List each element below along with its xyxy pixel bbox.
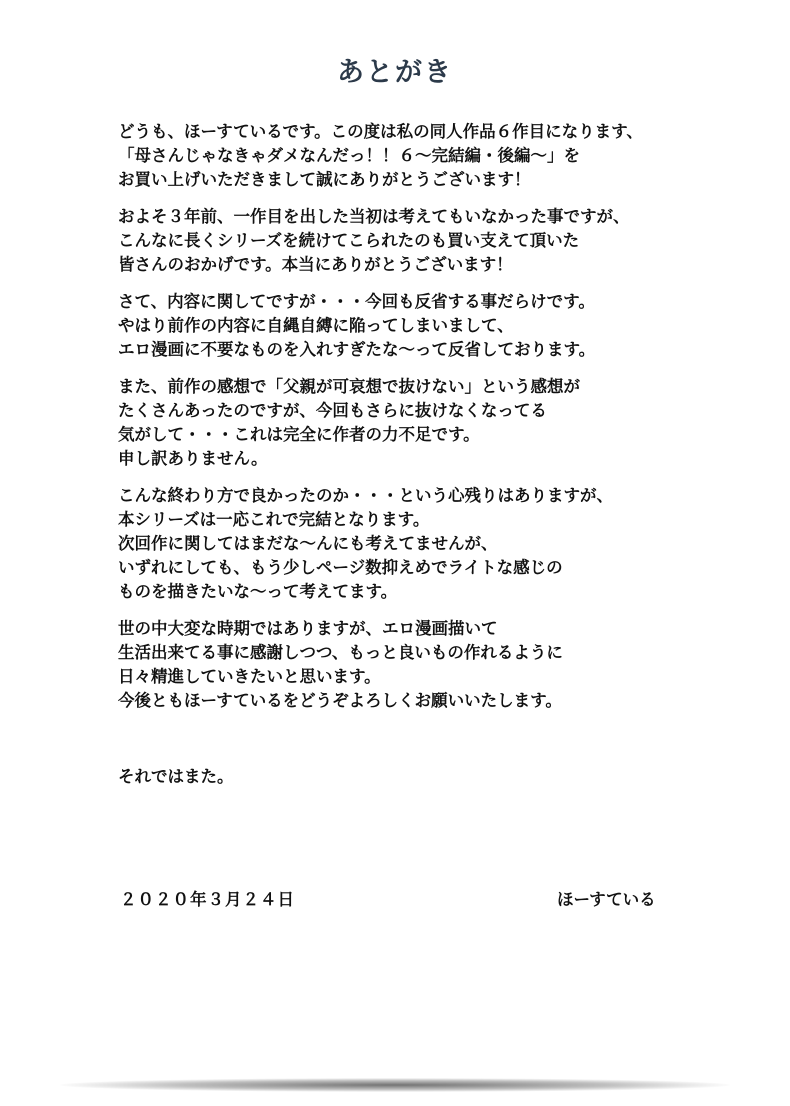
text-line: いずれにしても、もう少しページ数抑えめでライトな感じの bbox=[118, 558, 563, 577]
text-line: また、前作の感想で「父親が可哀想で抜けない」という感想が bbox=[118, 377, 580, 396]
text-line: 申し訳ありません。 bbox=[118, 449, 268, 468]
text-line: 本シリーズは一応これで完結となります。 bbox=[118, 510, 430, 529]
text-line: お買い上げいただきまして誠にありがとうございます！ bbox=[118, 170, 531, 189]
text-line: 「母さんじゃなきゃダメなんだっ！！６～完結編・後編～」を bbox=[118, 146, 580, 165]
paragraph-6 bbox=[118, 617, 718, 713]
text-line: ものを描きたいな～って考えてます。 bbox=[118, 582, 398, 601]
afterword-body bbox=[118, 120, 718, 726]
text-line: さて、内容に関してですが・・・今回も反省する事だらけです。 bbox=[118, 292, 595, 311]
text-line: 今後ともほーすているをどうぞよろしくお願いいたします。 bbox=[118, 691, 562, 710]
text-line: 日々精進していきたいと思います。 bbox=[118, 667, 381, 686]
text-line: こんな終わり方で良かったのか・・・という心残りはありますが、 bbox=[118, 486, 613, 505]
page-title: あとがき bbox=[337, 57, 453, 88]
author-signature: ほーすている bbox=[557, 890, 656, 909]
paragraph-5 bbox=[118, 484, 718, 604]
date-text: ２０２０年３月２４日 bbox=[120, 890, 295, 909]
text-line: 皆さんのおかげです。本当にありがとうございます！ bbox=[118, 255, 513, 274]
paragraph-2 bbox=[118, 205, 718, 277]
text-line: およそ３年前、一作目を出した当初は考えてもいなかった事ですが、 bbox=[118, 207, 630, 226]
text-line: たくさんあったのですが、今回もさらに抜けなくなってる bbox=[118, 401, 547, 420]
text-line: 生活出来てる事に感謝しつつ、もっと良いもの作れるように bbox=[118, 643, 563, 662]
text-line: こんなに長くシリーズを続けてこられたのも買い支えて頂いた bbox=[118, 231, 580, 250]
text-line: やはり前作の内容に自縄自縛に陥ってしまいまして、 bbox=[118, 316, 514, 335]
paragraph-4 bbox=[118, 375, 718, 471]
text-line: 次回作に関してはまだな～んにも考えてませんが、 bbox=[118, 534, 498, 553]
paragraph-3 bbox=[118, 290, 718, 362]
closing-line: それではまた。 bbox=[118, 767, 234, 786]
text-line: 世の中大変な時期ではありますが、エロ漫画描いて bbox=[118, 619, 498, 638]
page-shadow bbox=[60, 1078, 730, 1092]
text-line: エロ漫画に不要なものを入れすぎたな～って反省しております。 bbox=[118, 340, 596, 359]
text-line: 気がして・・・これは完全に作者の力不足です。 bbox=[118, 425, 480, 444]
text-line: どうも、ほーすているです。この度は私の同人作品６作目になります、 bbox=[118, 122, 643, 141]
paragraph-1 bbox=[118, 120, 718, 192]
